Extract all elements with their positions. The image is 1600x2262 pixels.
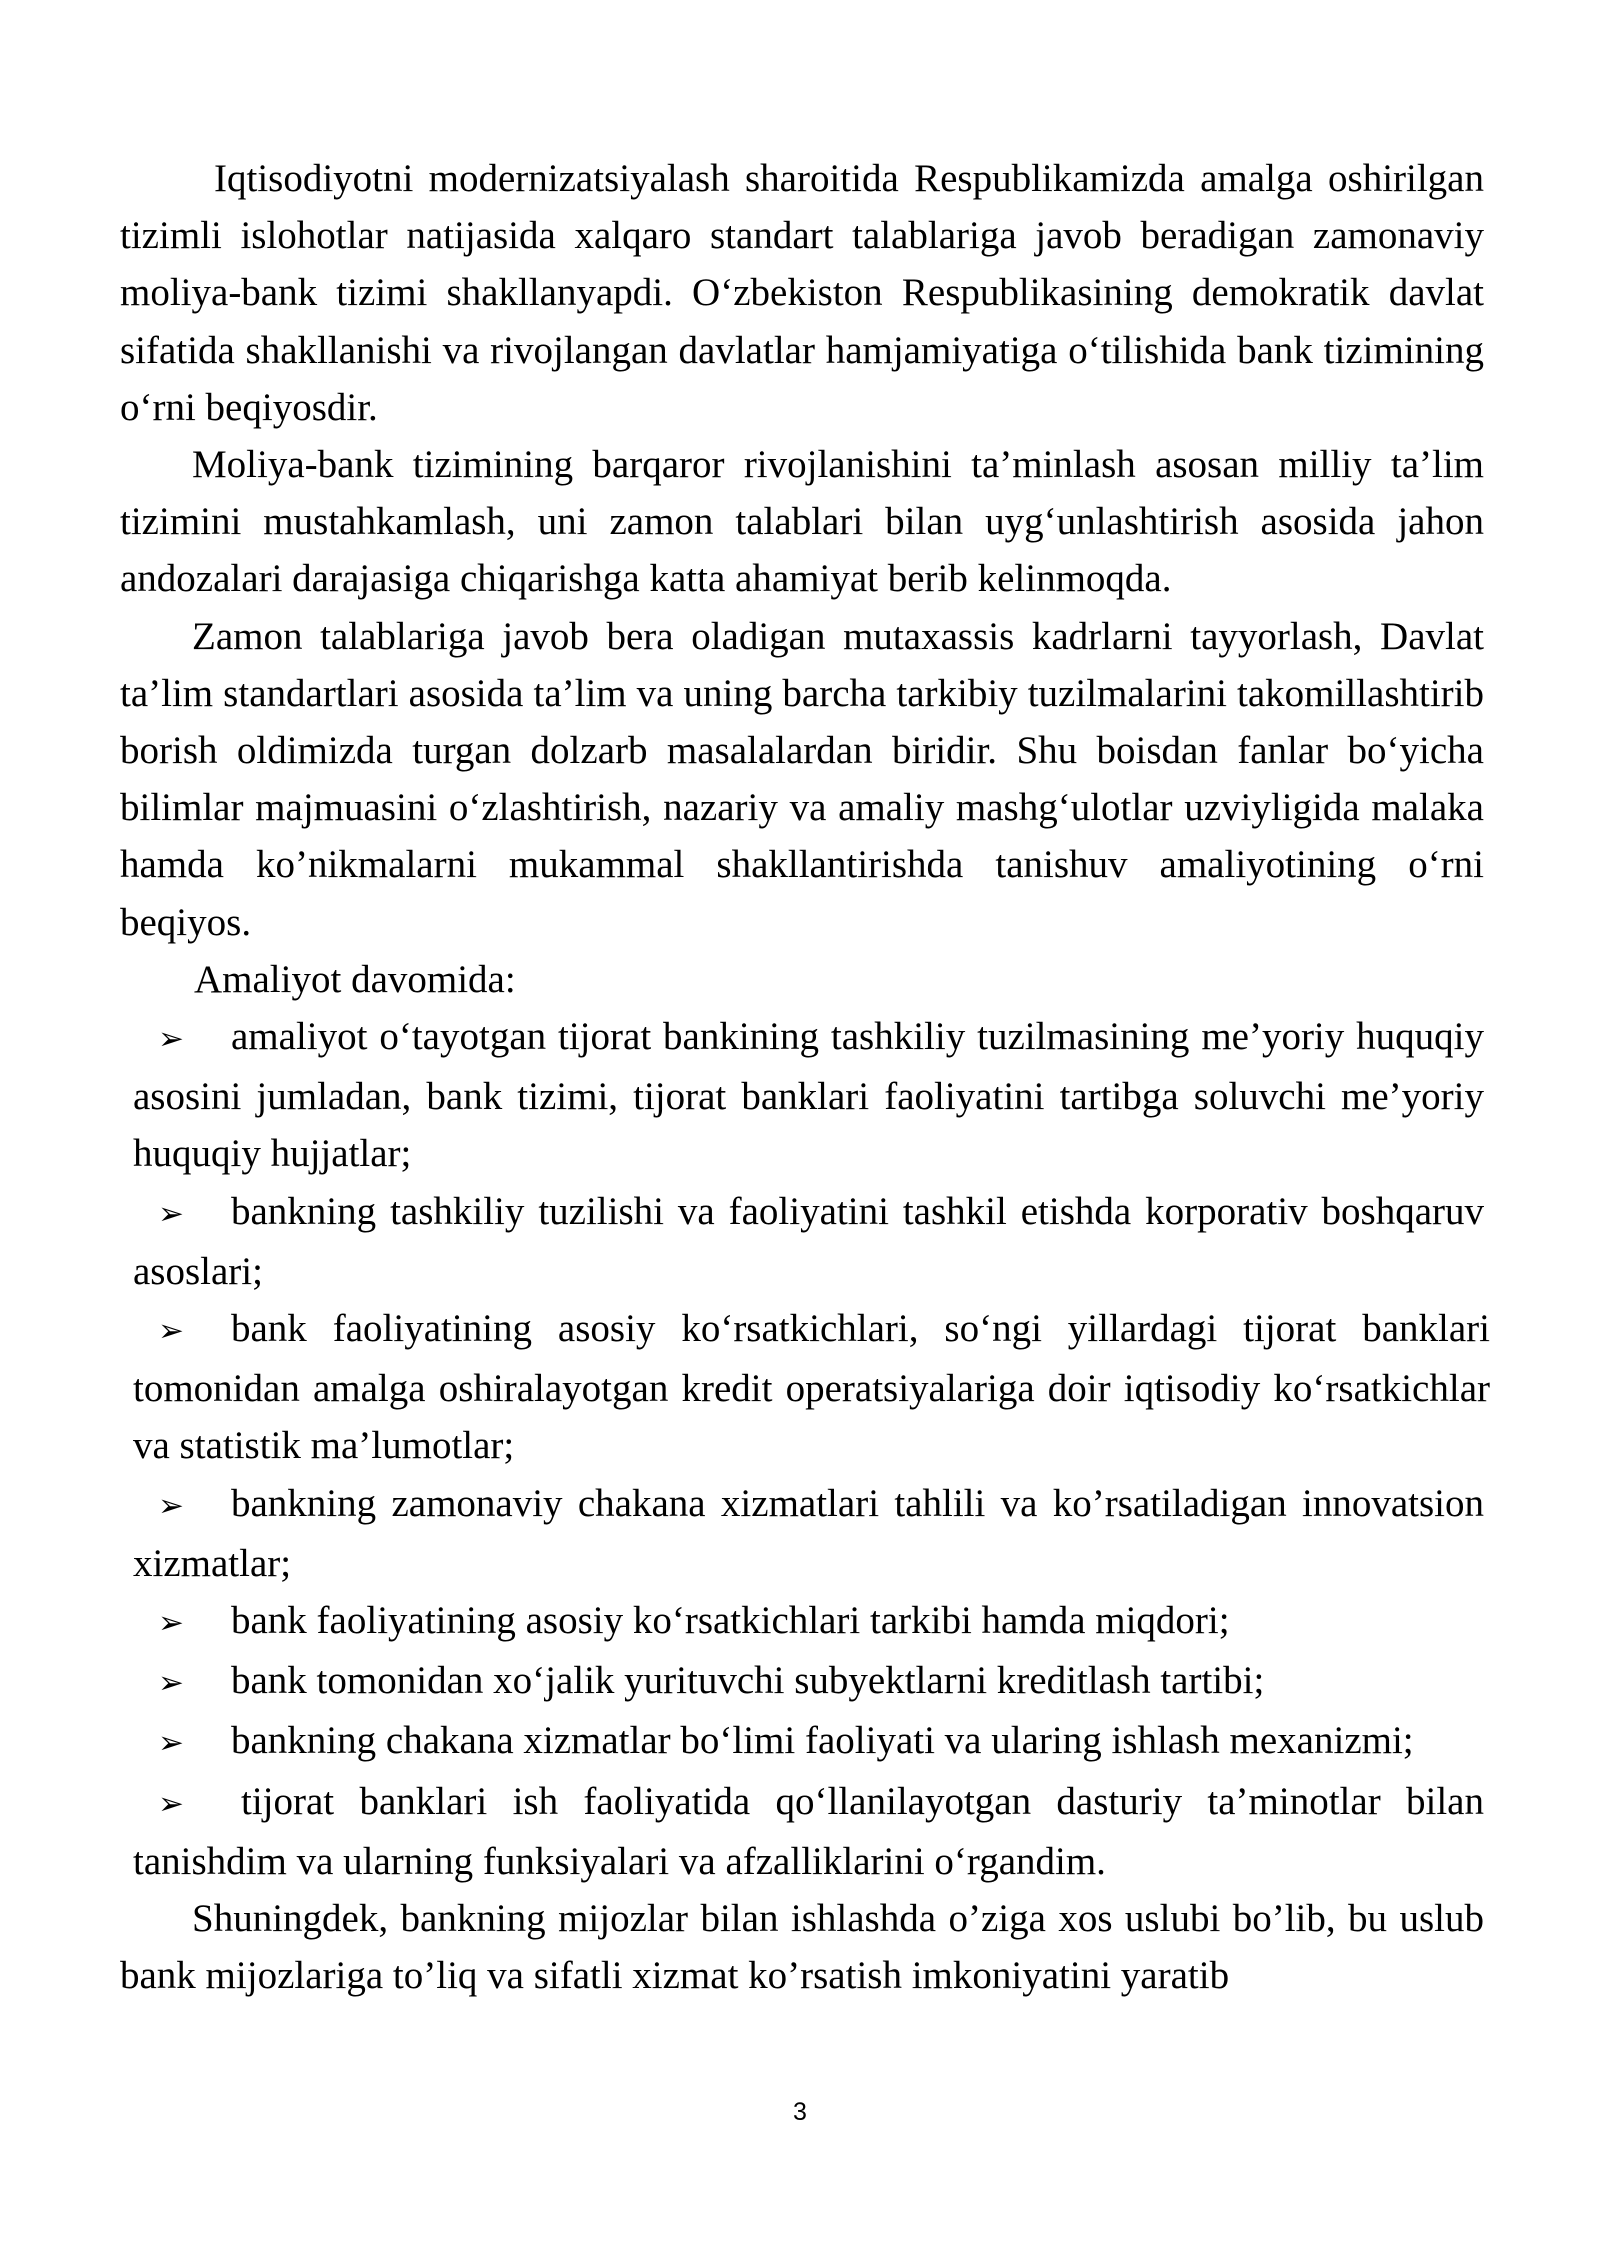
arrowhead-bullet-icon: ➢ [158,1725,184,1762]
arrowhead-bullet-icon: ➢ [158,1313,184,1350]
arrowhead-bullet-icon: ➢ [158,1785,184,1822]
list-intro: Amaliyot davomida: [194,957,516,1001]
list-item-text: amaliyot o‘tayotgan tijorat bankining tashkiliy tuzilmasining me’yoriy huquqiy asosini jumladan, bank tizimi, tijorat banklari faoliyatini tartibga soluvchi me’yoriy huquqiy hujjatlar; [133,1015,1484,1176]
body-paragraph: Iqtisodiyotni modernizatsiyalash sharoitida Respublikamizda amalga oshirilgan tizimli islohotlar natijasida xalqaro standart talablariga javob beradigan zamonaviy moliya-bank tizimi shakllanyapdi. O‘zbekiston Respublikasining demokratik davlat sifatida shakllanishi va rivojlangan davlatlar hamjamiyatiga o‘tilishida bank tizimining o‘rni beqiyosdir. [120,157,1484,429]
list-item-text: bank faoliyatining asosiy ko‘rsatkichlari tarkibi hamda miqdori; [231,1599,1230,1643]
arrowhead-bullet-icon: ➢ [158,1021,184,1058]
arrowhead-bullet-icon: ➢ [158,1487,184,1524]
list-item-text: bank tomonidan xo‘jalik yurituvchi subyektlarni kreditlash tartibi; [231,1659,1265,1703]
list-item [133,1300,1490,1475]
arrowhead-bullet-icon: ➢ [158,1605,184,1642]
body-paragraph: Zamon talablariga javob bera oladigan mutaxassis kadrlarni tayyorlash, Davlat ta’lim standartlari asosida ta’lim va uning barcha tarkibiy tuzilmalarini takomillashtirib borish oldimizda turgan dolzarb masalalardan biridir. Shu boisdan fanlar bo‘yicha bilimlar majmuasini o‘zlashtirish, nazariy va amaliy mashg‘ulotlar uzviyligida malaka hamda ko’nikmalarni mukammal shakllantirishda tanishuv amaliyotining o‘rni beqiyos. [120,614,1484,944]
list-item [133,1475,1484,1592]
list-item [133,1773,1484,1890]
page-number: 3 [793,2098,807,2126]
arrowhead-bullet-icon: ➢ [158,1195,184,1232]
list-item-text: bank faoliyatining asosiy ko‘rsatkichlari, so‘ngi yillardagi tijorat banklari tomonidan amalga oshiralayotgan kredit operatsiyalariga doir iqtisodiy ko‘rsatkichlar va statistik ma’lumotlar; [133,1307,1490,1468]
list-item-text: bankning chakana xizmatlar bo‘limi faoliyati va ularing ishlash mexanizmi; [231,1719,1414,1763]
list-item [133,1712,1484,1772]
bullet-list [120,1008,1490,1890]
list-item-text: bankning tashkiliy tuzilishi va faoliyatini tashkil etishda korporativ boshqaruv asoslari; [133,1189,1484,1293]
list-item [133,1652,1484,1712]
document-page [120,150,1490,2005]
list-item-text: bankning zamonaviy chakana xizmatlari tahlili va ko’rsatiladigan innovatsion xizmatlar; [133,1481,1484,1585]
list-item [133,1183,1484,1300]
list-item [133,1008,1484,1183]
list-item-text: tijorat banklari ish faoliyatida qo‘llanilayotgan dasturiy ta’minotlar bilan tanishdim va ularning funksiyalari va afzalliklarini o‘rgandim. [133,1779,1484,1883]
list-item [133,1592,1484,1652]
body-paragraph: Moliya-bank tizimining barqaror rivojlanishini ta’minlash asosan milliy ta’lim tizimini mustahkamlash, uni zamon talablari bilan uyg‘unlashtirish asosida jahon andozalari darajasiga chiqarishga katta ahamiyat berib kelinmoqda. [120,443,1484,601]
closing-paragraph: Shuningdek, bankning mijozlar bilan ishlashda o’ziga xos uslubi bo’lib, bu uslub bank mijozlariga to’liq va sifatli xizmat ko’rsatish imkoniyatini yaratib [120,1897,1484,1998]
arrowhead-bullet-icon: ➢ [158,1665,184,1702]
